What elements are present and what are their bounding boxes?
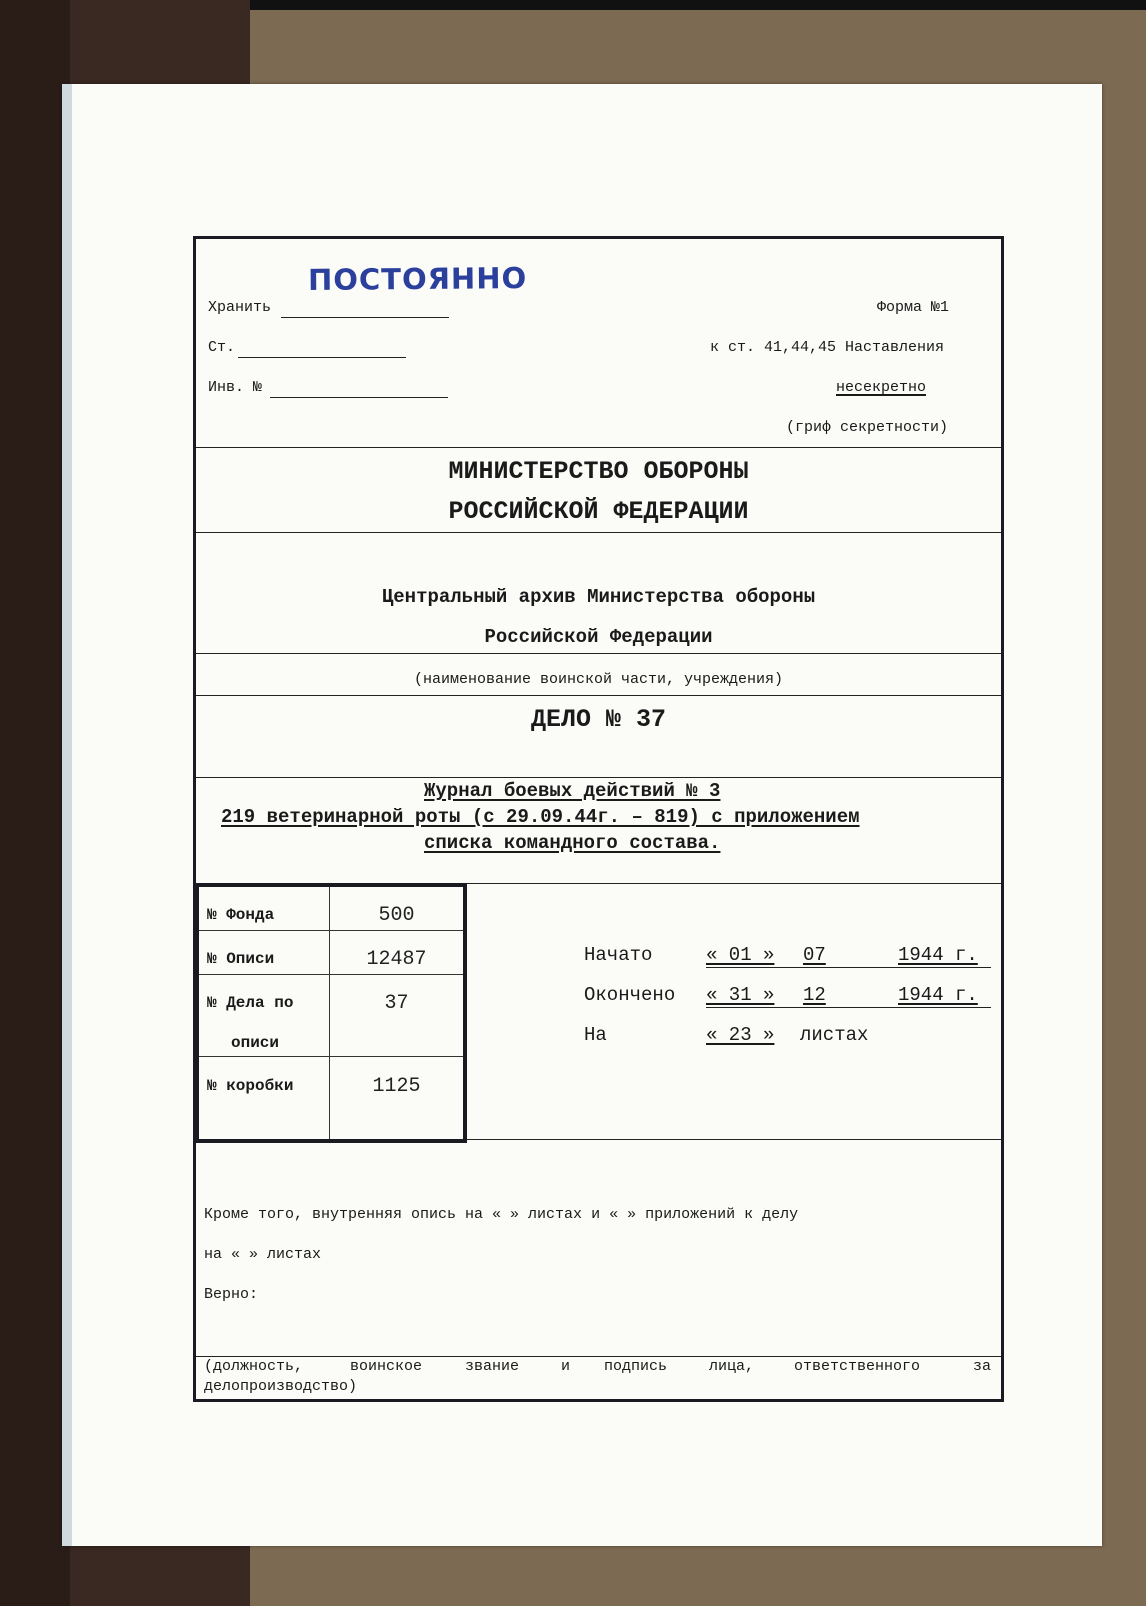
started-underline <box>706 967 991 968</box>
signature-caption-5: подпись <box>604 1358 668 1375</box>
archive-line-1: Центральный архив Министерства обороны <box>381 586 816 608</box>
ended-day: « 31 » <box>706 984 775 1006</box>
opis-label: № Описи <box>207 950 275 968</box>
table-row-divider <box>199 1056 463 1057</box>
inner-inventory-line: Кроме того, внутренняя опись на « » листах и « » приложений к делу <box>204 1206 799 1223</box>
signature-caption-3: звание <box>465 1358 520 1375</box>
sheets-word: листах <box>800 1024 869 1046</box>
started-year: 1944 г. <box>898 944 978 966</box>
separator-footer <box>196 1356 1001 1357</box>
secrecy-caption: (гриф секретности) <box>786 419 949 436</box>
archive-caption: (наименование воинской части, учреждения) <box>413 671 784 688</box>
verified-label: Верно: <box>204 1286 259 1303</box>
fond-value: 500 <box>378 904 415 927</box>
ended-underline <box>706 1007 991 1008</box>
signature-caption-4: и <box>561 1358 571 1375</box>
signature-caption-7: ответственного <box>794 1358 921 1375</box>
on-sheets-line: на « » листах <box>204 1246 322 1263</box>
started-month: 07 <box>803 944 826 966</box>
page-edge <box>62 84 72 1546</box>
signature-caption-2: воинское <box>350 1358 423 1375</box>
box-label: № коробки <box>207 1077 294 1095</box>
table-row-divider <box>199 974 463 975</box>
separator-ministry <box>196 532 1001 533</box>
separator-header <box>196 447 1001 448</box>
ministry-line-2: РОССИЙСКОЙ ФЕДЕРАЦИИ <box>448 497 749 526</box>
case-info-table <box>195 883 467 1143</box>
keep-field-line <box>281 317 449 318</box>
st-label: Ст. <box>208 339 236 356</box>
separator-dates <box>467 1139 1004 1140</box>
ministry-line-1: МИНИСТЕРСТВО ОБОРОНЫ <box>448 457 749 486</box>
case-description-line-3: списка командного состава. <box>424 832 721 854</box>
form-number: Форма №1 <box>877 299 950 316</box>
signature-caption-9: делопроизводство) <box>204 1378 358 1395</box>
delo-label-2: описи <box>231 1034 280 1052</box>
secrecy-value: несекретно <box>836 379 927 396</box>
signature-caption-6: лица, <box>709 1358 755 1375</box>
opis-value: 12487 <box>366 948 427 971</box>
ended-label: Окончено <box>584 984 676 1006</box>
permanent-stamp: ПОСТОЯННО <box>307 261 528 297</box>
article-reference: к ст. 41,44,45 Наставления <box>710 339 945 356</box>
ended-year: 1944 г. <box>898 984 978 1006</box>
started-day: « 01 » <box>706 944 775 966</box>
case-description-line-2: 219 ветеринарной роты (с 29.09.44г. – 819) с приложением <box>221 806 860 828</box>
separator-case <box>196 777 1001 778</box>
signature-caption-1: (должность, <box>204 1358 304 1375</box>
keep-label: Хранить <box>208 299 272 316</box>
inv-label: Инв. № <box>208 379 263 396</box>
signature-caption-8: за <box>973 1358 992 1375</box>
sheets-label: На <box>584 1024 607 1046</box>
table-row-divider <box>199 930 463 931</box>
fond-label: № Фонда <box>207 906 275 924</box>
box-value: 1125 <box>372 1075 421 1098</box>
separator-caption <box>196 695 1001 696</box>
separator-archive <box>196 653 1001 654</box>
st-field-line <box>238 357 406 358</box>
delo-value: 37 <box>384 992 409 1015</box>
archive-line-2: Российской Федерации <box>484 626 713 648</box>
sheets-count: « 23 » <box>706 1024 775 1046</box>
inv-field-line <box>270 397 448 398</box>
folder-spine <box>0 0 70 1606</box>
ended-month: 12 <box>803 984 826 1006</box>
started-label: Начато <box>584 944 653 966</box>
delo-label: № Дела по <box>207 994 294 1012</box>
case-title: ДЕЛО № 37 <box>530 705 667 734</box>
case-description-line-1: Журнал боевых действий № 3 <box>424 780 721 802</box>
